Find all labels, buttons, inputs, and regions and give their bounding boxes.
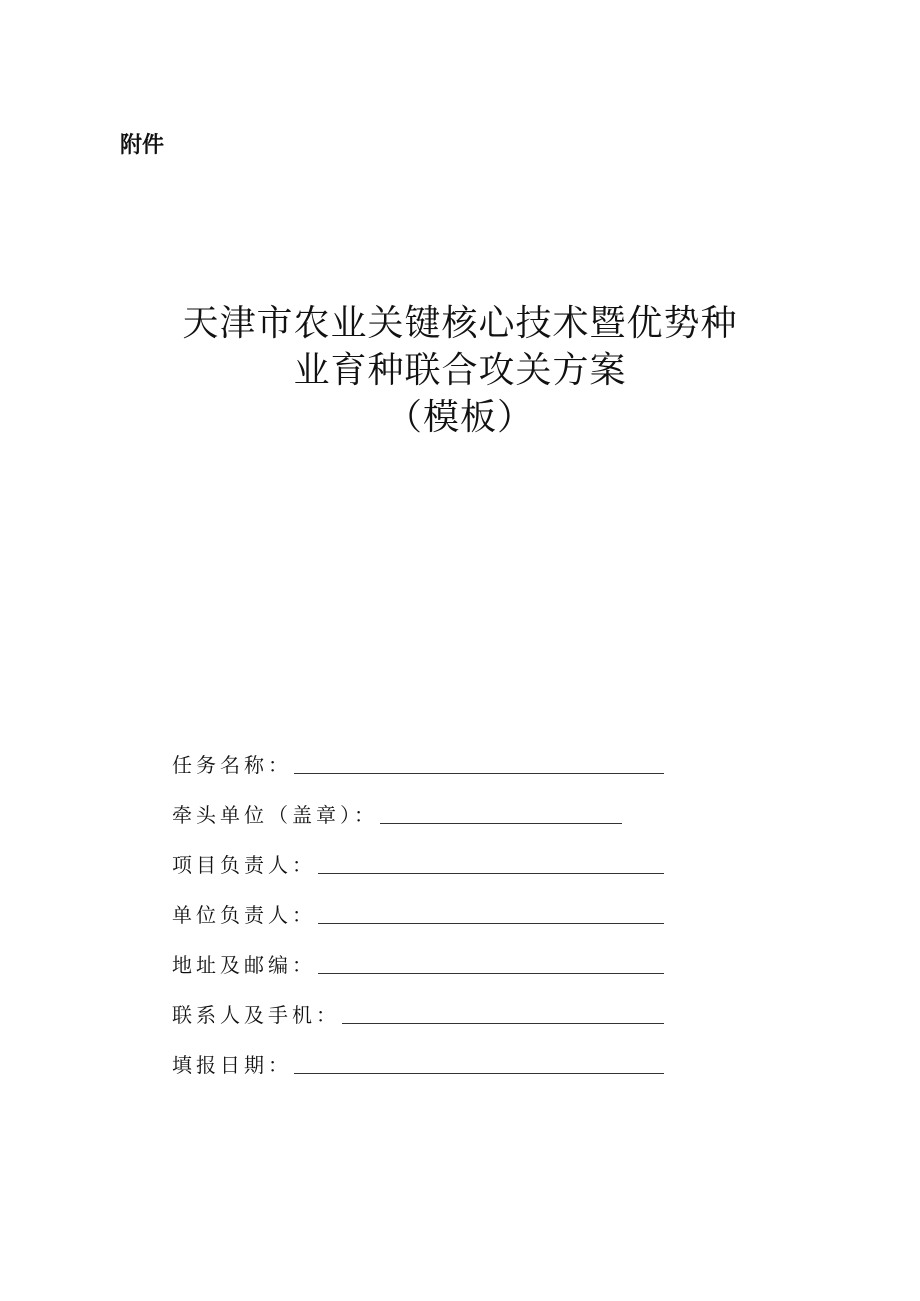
attachment-label: 附件 [120, 133, 165, 158]
form-row-date [172, 1030, 672, 1080]
contact-label: 联系人及手机： [172, 1003, 340, 1027]
title-line-1: 天津市农业关键核心技术暨优势种 [182, 303, 738, 344]
cover-form [172, 730, 672, 1080]
contact-field[interactable] [342, 1022, 664, 1024]
form-row-task-name [172, 730, 672, 780]
project-lead-label: 项目负责人： [172, 853, 316, 877]
title-line-2: 业育种联合攻关方案 [293, 350, 627, 391]
lead-unit-label: 牵头单位（盖章）： [172, 803, 378, 827]
form-row-contact [172, 980, 672, 1030]
date-field[interactable] [294, 1072, 664, 1074]
address-label: 地址及邮编： [172, 953, 316, 977]
form-row-project-lead [172, 830, 672, 880]
date-label: 填报日期： [172, 1053, 292, 1077]
form-row-lead-unit [172, 780, 672, 830]
unit-lead-label: 单位负责人： [172, 903, 316, 927]
lead-unit-field[interactable] [380, 822, 622, 824]
title-line-3: （模板） [385, 397, 534, 438]
task-name-field[interactable] [294, 772, 664, 774]
form-row-unit-lead [172, 880, 672, 930]
document-title [0, 300, 920, 441]
task-name-label: 任务名称： [172, 753, 292, 777]
address-field[interactable] [318, 972, 664, 974]
form-row-address [172, 930, 672, 980]
project-lead-field[interactable] [318, 872, 664, 874]
unit-lead-field[interactable] [318, 922, 664, 924]
